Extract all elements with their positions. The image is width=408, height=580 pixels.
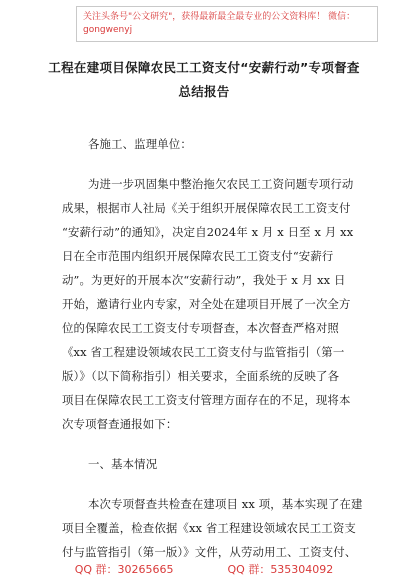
paragraph-line: 付与监管指引（第一版）》文件，从劳动用工、工资支付、	[62, 545, 357, 559]
paragraph-line: 次专项督查通报如下：	[62, 417, 178, 431]
paragraph-line: 项目全覆盖，检查依据《xx 省工程建设领域农民工工资支	[62, 521, 356, 535]
document-title-line-2: 总结报告	[178, 84, 230, 99]
paragraph-line: 动”。为更好的开展本次“安薪行动”，我处于 x 月 xx 日	[62, 273, 346, 287]
paragraph-line: 本次专项督查共检查在建项目 xx 项，基本实现了在建	[88, 497, 363, 511]
document-title-line-1: 工程在建项目保障农民工工资支付“安薪行动”专项督查	[48, 60, 360, 75]
qq-group-2: QQ 群：535304092	[227, 563, 334, 576]
header-banner	[76, 6, 378, 42]
paragraph-line: 《xx 省工程建设领域农民工工资支付与监管指引（第一	[62, 345, 345, 359]
paragraph-line: 日在全市范围内组织开展保障农民工工资支付“安薪行	[62, 249, 334, 263]
qq-group-1: QQ 群：30265665	[74, 563, 174, 576]
section-heading: 一、基本情况	[88, 457, 158, 471]
paragraph-line: 版）》（以下简称指引）相关要求，全面系统的反映了各	[62, 369, 340, 383]
salutation: 各施工、监理单位：	[88, 137, 192, 151]
paragraph-line: 位的保障农民工工资支付专项督查，本次督查严格对照	[62, 321, 339, 335]
banner-text: 关注头条号"公文研究"，获得最新最全最专业的公文资料库！ 微信：gongwenyj	[83, 12, 356, 35]
paragraph-line: “安薪行动”的通知》，决定自2024年 x 月 x 日至 x 月 xx	[62, 225, 354, 239]
paragraph-line: 开始，邀请行业内专家，对全处在建项目开展了一次全方	[62, 297, 351, 311]
paragraph-line: 成果，根据市人社局《关于组织开展保障农民工工资支付	[62, 201, 351, 215]
footer-contacts	[0, 561, 408, 577]
paragraph-line: 项目在保障农民工工资支付管理方面存在的不足，现将本	[62, 393, 351, 407]
paragraph-line: 为进一步巩固集中整治拖欠农民工工资问题专项行动	[88, 177, 354, 191]
